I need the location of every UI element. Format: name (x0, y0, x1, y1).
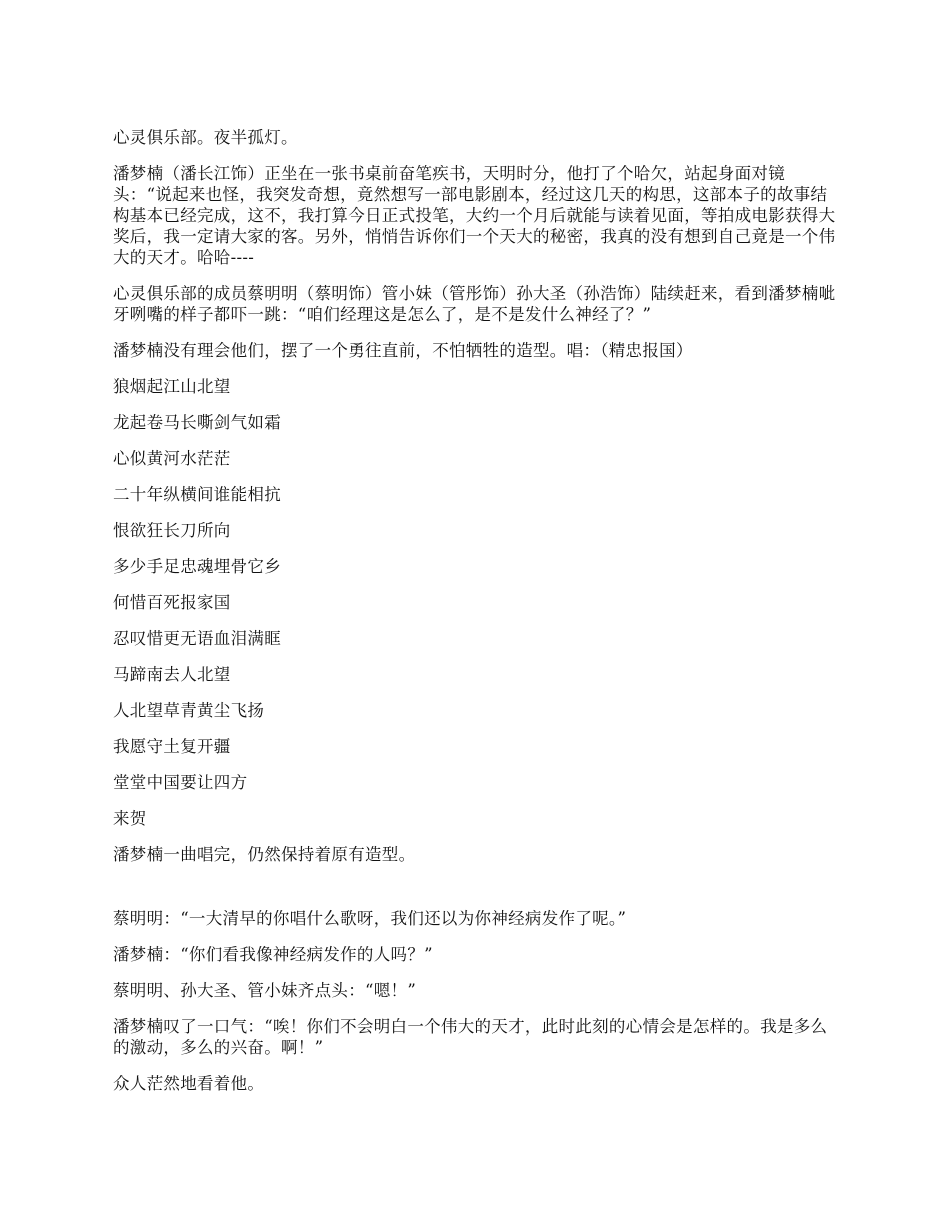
lyric-line: 我愿守土复开疆 (113, 737, 231, 756)
paragraph-spacer (113, 880, 843, 908)
dialogue-paragraph: 潘梦楠：“你们看我像神经病发作的人吗？” (113, 945, 433, 964)
narration-paragraph: 潘梦楠没有理会他们，摆了一个勇往直前，不怕牺牲的造型。唱：（精忠报国） (113, 341, 693, 360)
lyric-line: 忍叹惜更无语血泪满眶 (113, 629, 281, 648)
lyric-line: 龙起卷马长嘶剑气如霜 (113, 413, 281, 432)
narration-paragraph: 潘梦楠一曲唱完，仍然保持着原有造型。 (113, 845, 416, 864)
lyric-line: 马蹄南去人北望 (113, 665, 231, 684)
narration-paragraph: 众人茫然地看着他。 (113, 1074, 265, 1093)
lyric-line: 心似黄河水茫茫 (113, 449, 231, 468)
lyric-line: 多少手足忠魂埋骨它乡 (113, 557, 281, 576)
dialogue-paragraph: 潘梦楠叹了一口气：“唉！你们不会明白一个伟大的天才，此时此刻的心情会是怎样的。我是多么的激动，多么的兴奋。啊！” (113, 1017, 828, 1057)
scene-heading: 心灵俱乐部。夜半孤灯。 (113, 128, 298, 147)
lyric-line: 来贺 (113, 809, 147, 828)
lyric-line: 堂堂中国要让四方 (113, 773, 248, 792)
dialogue-paragraph: 蔡明明、孙大圣、管小妹齐点头：“嗯！” (113, 981, 417, 1000)
lyric-line: 人北望草青黄尘飞扬 (113, 701, 265, 720)
lyric-line: 何惜百死报家国 (113, 593, 231, 612)
document-body (113, 127, 843, 1109)
narration-paragraph: 心灵俱乐部的成员蔡明明（蔡明饰）管小妹（管彤饰）孙大圣（孙浩饰）陆续赶来，看到潘梦楠呲牙咧嘴的样子都吓一跳：“咱们经理这是怎么了，是不是发什么神经了？” (113, 284, 836, 324)
narration-paragraph: 潘梦楠（潘长江饰）正坐在一张书桌前奋笔疾书，天明时分，他打了个哈欠，站起身面对镜头：“说起来也怪，我突发奇想，竟然想写一部电影剧本，经过这几天的构思，这部本子的故事结构基本已经完成，这不，我打算今日正式投笔，大约一个月后就能与读着见面，等拍成电影获得大奖后，我一定请大家的客。另外，悄悄告诉你们一个天大的秘密，我真的没有想到自己竟是一个伟大的天才。哈哈---- (113, 164, 836, 267)
lyric-line: 恨欲狂长刀所向 (113, 521, 231, 540)
lyric-line: 二十年纵横间谁能相抗 (113, 485, 281, 504)
dialogue-paragraph: 蔡明明：“一大清早的你唱什么歌呀，我们还以为你神经病发作了呢。” (113, 909, 627, 928)
lyric-line: 狼烟起江山北望 (113, 377, 231, 396)
